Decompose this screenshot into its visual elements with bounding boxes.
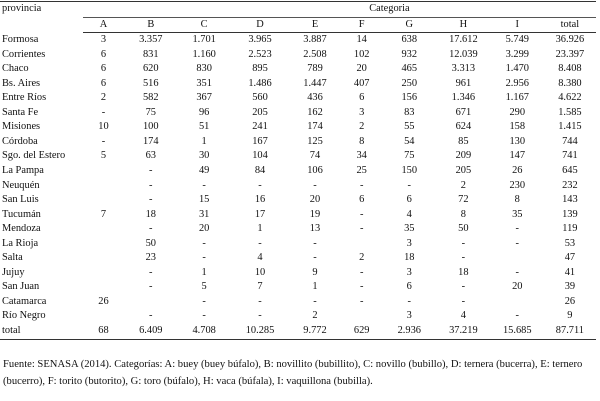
cell-b: - [149,223,153,235]
cell-c: 51 [198,121,210,133]
cell-i: 130 [509,135,526,147]
cell-e: 13 [309,223,321,235]
cell-c: 1 [201,135,207,147]
cell-b: 63 [145,150,156,162]
row-header-label: provincia [0,2,83,33]
cell-a: 2 [100,92,107,104]
cell-b: - [149,165,153,177]
table-row [0,149,596,164]
cell-a [83,222,124,237]
table-row [0,135,596,150]
cell-f: 2 [359,252,365,264]
cell-c: 20 [198,223,210,235]
province-name: San Luis [2,194,39,206]
cell-i: 158 [509,121,526,133]
cell-d: 84 [254,165,266,177]
cell-h: 671 [455,106,472,118]
cell-total: 36.926 [555,34,585,46]
cell-f [341,237,383,252]
cell-d: 16 [254,194,266,206]
cell-f: - [359,281,364,293]
cell-h: 205 [455,165,472,177]
cell-c: - [202,252,206,264]
cell-h: 72 [458,194,469,206]
cell-e: 125 [307,135,323,147]
province-name: Santa Fe [2,106,39,118]
cell-c: 31 [198,208,210,220]
cell-d: 10.285 [231,324,289,339]
cell-g: 6 [406,281,412,293]
cell-f: 407 [353,77,370,89]
cell-a: 6 [100,63,107,75]
cell-h: 50 [458,223,469,235]
cell-total: 23.397 [555,48,585,60]
cell-g: 6 [406,194,412,206]
province-name: Bs. Aires [2,77,41,89]
cell-total: 741 [562,150,578,162]
cell-f: 102 [353,48,370,60]
column-header-f: F [341,17,383,33]
cell-g: 18 [404,252,415,264]
cell-a: 10 [98,121,109,133]
cell-i: 5.749 [505,34,529,46]
cell-g: 75 [404,150,415,162]
cell-g: - [407,179,411,191]
table-row [0,164,596,179]
cell-h: 8 [460,208,466,220]
cell-b: 620 [142,63,159,75]
cell-g: 54 [404,135,415,147]
cell-h: 85 [458,135,469,147]
table-row [0,120,596,135]
cell-total: 8.380 [558,77,582,89]
cell-h: 18 [458,266,469,278]
cell-c: 830 [196,63,212,75]
cell-a: 68 [83,324,124,339]
cell-b: 3.357 [139,34,163,46]
cell-g: 2.936 [383,324,436,339]
cell-b: 23 [145,252,156,264]
cell-e: 174 [307,121,323,133]
cell-b: 50 [145,237,156,249]
cell-d: 1.486 [248,77,272,89]
cell-c: 1.701 [192,34,216,46]
province-name: Sgo. del Estero [2,150,66,162]
province-name: Río Negro [2,310,46,322]
cell-f: 6 [359,92,365,104]
cell-e: 106 [307,165,323,177]
cell-d: 4 [257,252,263,264]
cell-f: 34 [356,150,367,162]
cell-total: 744 [562,135,578,147]
cell-total: 143 [562,194,578,206]
cell-b: 582 [142,92,159,104]
cell-c: 49 [198,165,210,177]
cell-h: 3.313 [451,63,476,75]
cell-c: 351 [196,77,212,89]
cell-g: 4 [406,208,412,220]
cell-g: 35 [404,223,415,235]
column-header-h: H [436,17,491,33]
cell-total: 4.622 [558,92,582,104]
cell-c: 4.708 [177,324,230,339]
cell-a [83,266,124,281]
cell-c: 5 [201,281,207,293]
cell-total: 1.585 [558,106,582,118]
cell-b: - [149,266,153,278]
province-name: Tucumán [2,208,41,220]
cell-a [83,237,124,252]
province-name: Entre Ríos [2,92,47,104]
cell-b: 516 [142,77,159,89]
province-name: Neuquén [2,179,40,191]
province-name: Chaco [2,63,29,75]
cell-a [83,193,124,208]
cell-d: 104 [252,150,268,162]
cell-c: - [202,295,206,307]
cell-e: 74 [309,150,321,162]
cell-g: - [407,295,411,307]
table-row [0,193,596,208]
cell-d: 10 [254,266,266,278]
province-name: Misiones [2,121,41,133]
cell-i: 1.470 [505,63,529,75]
cell-a: 6 [100,48,107,60]
cell-g: 638 [401,34,418,46]
cell-c: - [202,237,206,249]
cell-g: 156 [401,92,418,104]
cell-total: 645 [562,165,578,177]
province-name: Catamarca [2,295,47,307]
cell-total: 26 [564,295,576,307]
table-row [0,295,596,310]
cell-total: 139 [562,208,578,220]
cell-g: 250 [401,77,418,89]
cell-d: - [258,237,262,249]
cell-c: 15 [198,194,210,206]
cell-i: - [515,223,520,235]
cell-i: - [515,266,520,278]
cattle-category-table [0,1,596,340]
column-header-e: E [289,17,341,33]
cell-h: 961 [455,77,472,89]
cell-e: 3.887 [303,34,327,46]
total-row [0,324,596,339]
province-name: La Pampa [2,165,44,177]
cell-a [83,280,124,295]
cell-f: - [359,179,364,191]
cell-b: 831 [142,48,159,60]
column-header-a: A [83,17,124,33]
cell-c: - [202,310,206,322]
table-body [0,33,596,339]
cell-f: 20 [356,63,367,75]
cell-g: 932 [401,48,418,60]
cell-f: 14 [356,34,367,46]
cell-e: - [313,237,317,249]
cell-h: 4 [460,310,466,322]
cell-b [124,295,177,310]
cell-e: 1.447 [303,77,327,89]
cell-a: 5 [100,150,107,162]
cell-d: 895 [252,63,268,75]
cell-d: 167 [252,135,268,147]
cell-i: 15.685 [491,324,544,339]
cell-d: 241 [252,121,268,133]
cell-b: - [149,194,153,206]
cell-h: 12.039 [449,48,478,60]
cell-i: 8 [514,194,520,206]
cell-e: 789 [307,63,323,75]
cell-g: 3 [406,237,412,249]
cell-b: - [149,179,153,191]
cell-d: 7 [257,281,263,293]
cell-a: 6 [100,77,107,89]
cell-h: 624 [455,121,472,133]
table-row [0,48,596,63]
cell-total: 119 [562,223,578,235]
cell-d: 1 [257,223,263,235]
cell-a: 7 [100,208,107,220]
table-row [0,179,596,194]
cell-f: - [359,295,364,307]
cell-i: 35 [512,208,523,220]
cell-i: 26 [512,165,523,177]
province-name: Mendoza [2,223,41,235]
cell-e: 2.508 [303,48,327,60]
cell-total: 41 [564,266,576,278]
cell-h: - [461,252,466,264]
cell-g: 55 [404,121,415,133]
cell-c: 1 [201,266,207,278]
cell-a [83,179,124,194]
cell-f [341,309,383,324]
cell-i: 290 [509,106,526,118]
cell-a: 3 [100,34,107,46]
province-name: La Rioja [2,237,39,249]
column-header-d: D [231,17,289,33]
table-row [0,280,596,295]
cell-e: 19 [309,208,321,220]
cell-f: 6 [359,194,365,206]
cell-e: 9.772 [289,324,341,339]
category-group-header: Categoria [83,2,596,18]
cell-d: - [258,179,262,191]
cell-d: 3.965 [248,34,272,46]
province-name: Corrientes [2,48,46,60]
cell-g: 83 [404,106,415,118]
cell-c: 96 [198,106,210,118]
cell-g: 3 [406,310,412,322]
cell-b: - [149,281,153,293]
cell-e: 436 [307,92,323,104]
cell-c: - [202,179,206,191]
table-row [0,91,596,106]
cell-i [491,251,544,266]
cell-i: - [515,310,520,322]
cell-d: 17 [254,208,266,220]
cell-h: 2 [460,179,466,191]
cell-e: 1 [312,281,318,293]
cell-total: 53 [564,237,576,249]
cell-d: - [258,310,262,322]
cell-f: 8 [359,135,365,147]
cell-h: 209 [455,150,472,162]
cell-i: - [515,237,520,249]
cell-a [83,309,124,324]
cell-i: 2.956 [505,77,529,89]
cell-d: - [258,295,262,307]
cell-b: - [149,310,153,322]
table-footnote: Fuente: SENASA (2014). Categorías: A: buey (buey búfalo), B: novillito (bubillito), C: novillo (bubillo), D: ternera (bucerra), E: ternero (bucerro), F: torito (butorito), G: toro (búfalo), H: vaca (búfala), I: vaquillona (bubilla). [3,359,583,387]
table-row [0,208,596,223]
cell-c: 30 [198,150,210,162]
table-row [0,266,596,281]
cell-e: 9 [312,266,318,278]
cell-g: 150 [401,165,418,177]
cell-b: 100 [142,121,159,133]
column-header-b: B [124,17,177,33]
cell-total: 8.408 [558,63,582,75]
cell-a: - [101,135,106,147]
cell-i [491,295,544,310]
cell-total: 87.711 [544,324,596,339]
cell-h: 17.612 [449,34,478,46]
column-header-total: total [544,17,596,33]
cell-f: - [359,223,364,235]
cell-total: 39 [564,281,576,293]
cell-e: 2 [312,310,318,322]
cell-g: 3 [406,266,412,278]
cell-total: 47 [564,252,576,264]
table-header-group-row [0,2,596,18]
cell-h: 37.219 [436,324,491,339]
table-row [0,222,596,237]
cell-g: 465 [401,63,418,75]
cell-b: 18 [145,208,156,220]
cell-h: 1.346 [451,92,476,104]
cell-a [83,164,124,179]
table-column-header-row [0,17,596,33]
cell-a: - [101,106,106,118]
cell-d: 2.523 [248,48,272,60]
table-row [0,33,596,48]
province-name: San Juan [2,281,40,293]
table-row [0,106,596,121]
cell-d: 205 [252,106,268,118]
cell-f: - [359,208,364,220]
cell-e: - [313,295,317,307]
cell-e: 20 [309,194,321,206]
cell-i: 230 [509,179,526,191]
cell-f: 629 [341,324,383,339]
cell-i: 20 [512,281,523,293]
cell-b: 174 [142,135,159,147]
column-header-i: I [491,17,544,33]
cell-e: - [313,179,317,191]
cell-h: - [461,295,466,307]
cell-h: - [461,237,466,249]
cell-a [83,251,124,266]
cell-i: 1.167 [505,92,529,104]
cell-c: 1.160 [192,48,216,60]
province-name: Salta [2,252,23,264]
column-header-g: G [383,17,436,33]
cell-a: 26 [98,295,109,307]
cell-c: 367 [196,92,212,104]
province-name: Córdoba [2,135,38,147]
column-header-c: C [177,17,230,33]
province-name: Jujuy [2,266,25,278]
cell-i: 147 [509,150,526,162]
cell-f: - [359,266,364,278]
cell-b: 75 [145,106,156,118]
cell-f: 2 [359,121,365,133]
cell-h: - [461,281,466,293]
province-name: Formosa [2,33,39,45]
table-row [0,77,596,92]
cell-d: 560 [252,92,268,104]
cell-f: 25 [356,165,367,177]
cell-total: 232 [562,179,578,191]
cell-f: 3 [359,106,365,118]
table-row [0,62,596,77]
cell-total: 1.415 [558,121,582,133]
cell-total: 9 [567,310,573,322]
cell-b: 6.409 [124,324,177,339]
cell-e: - [313,252,317,264]
table-row [0,237,596,252]
table-row [0,251,596,266]
cell-e: 162 [307,106,323,118]
cell-i: 3.299 [505,48,529,60]
table-row [0,309,596,324]
total-row-label: total [0,324,83,339]
